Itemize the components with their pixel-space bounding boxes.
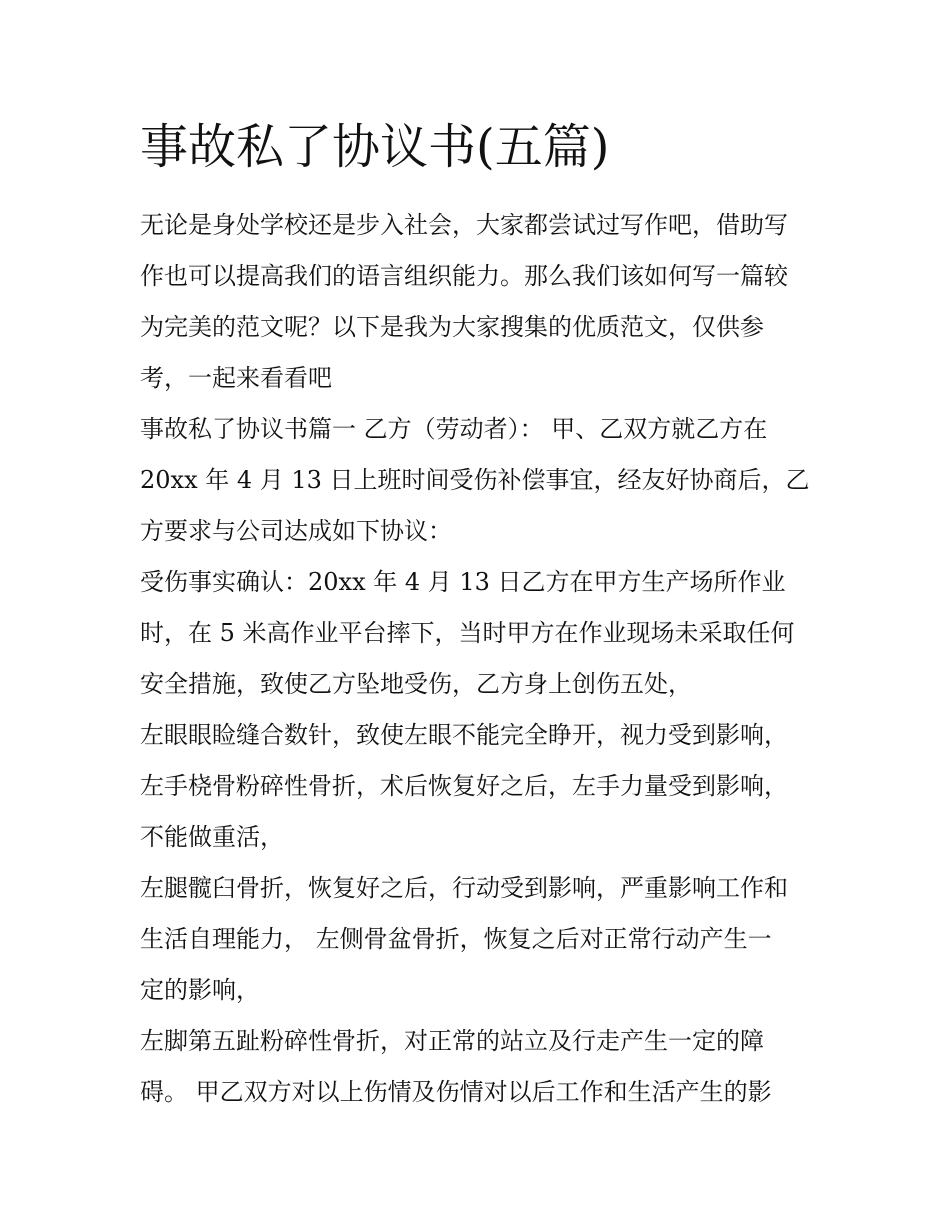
body-line: 左脚第五趾粉碎性骨折，对正常的站立及行走产生一定的障 — [140, 1027, 764, 1055]
body-line: 生活自理能力， 左侧骨盆骨折，恢复之后对正常行动产生一 — [140, 925, 772, 953]
body-line: 考，一起来看看吧 — [140, 364, 332, 392]
body-line: 不能做重活， — [140, 823, 284, 851]
body-line: 时，在 5 米高作业平台摔下，当时甲方在作业现场未采取任何 — [140, 619, 795, 647]
body-line: 20xx 年 4 月 13 日上班时间受伤补偿事宜，经友好协商后，乙 — [140, 466, 810, 494]
body-line: 为完美的范文呢？以下是我为大家搜集的优质范文，仅供参 — [140, 313, 764, 341]
body-line: 事故私了协议书篇一 乙方（劳动者）： 甲、乙双方就乙方在 — [140, 415, 768, 443]
body-line: 左手桡骨粉碎性骨折，术后恢复好之后，左手力量受到影响， — [140, 772, 788, 800]
body-line: 左腿髋臼骨折，恢复好之后，行动受到影响，严重影响工作和 — [140, 874, 788, 902]
body-line: 定的影响， — [140, 976, 260, 1004]
body-line: 作也可以提高我们的语言组织能力。那么我们该如何写一篇较 — [140, 262, 788, 290]
body-line: 左眼眼睑缝合数针，致使左眼不能完全睁开，视力受到影响， — [140, 721, 788, 749]
body-line: 无论是身处学校还是步入社会，大家都尝试过写作吧，借助写 — [140, 211, 788, 239]
body-line: 受伤事实确认：20xx 年 4 月 13 日乙方在甲方生产场所作业 — [140, 568, 786, 596]
body-line: 方要求与公司达成如下协议： — [140, 517, 452, 545]
body-line: 安全措施，致使乙方坠地受伤，乙方身上创伤五处， — [140, 670, 692, 698]
body-line: 碍。 甲乙双方对以上伤情及伤情对以后工作和生活产生的影 — [140, 1078, 772, 1106]
document-body — [140, 200, 820, 1118]
document-title: 事故私了协议书(五篇) — [140, 119, 610, 175]
